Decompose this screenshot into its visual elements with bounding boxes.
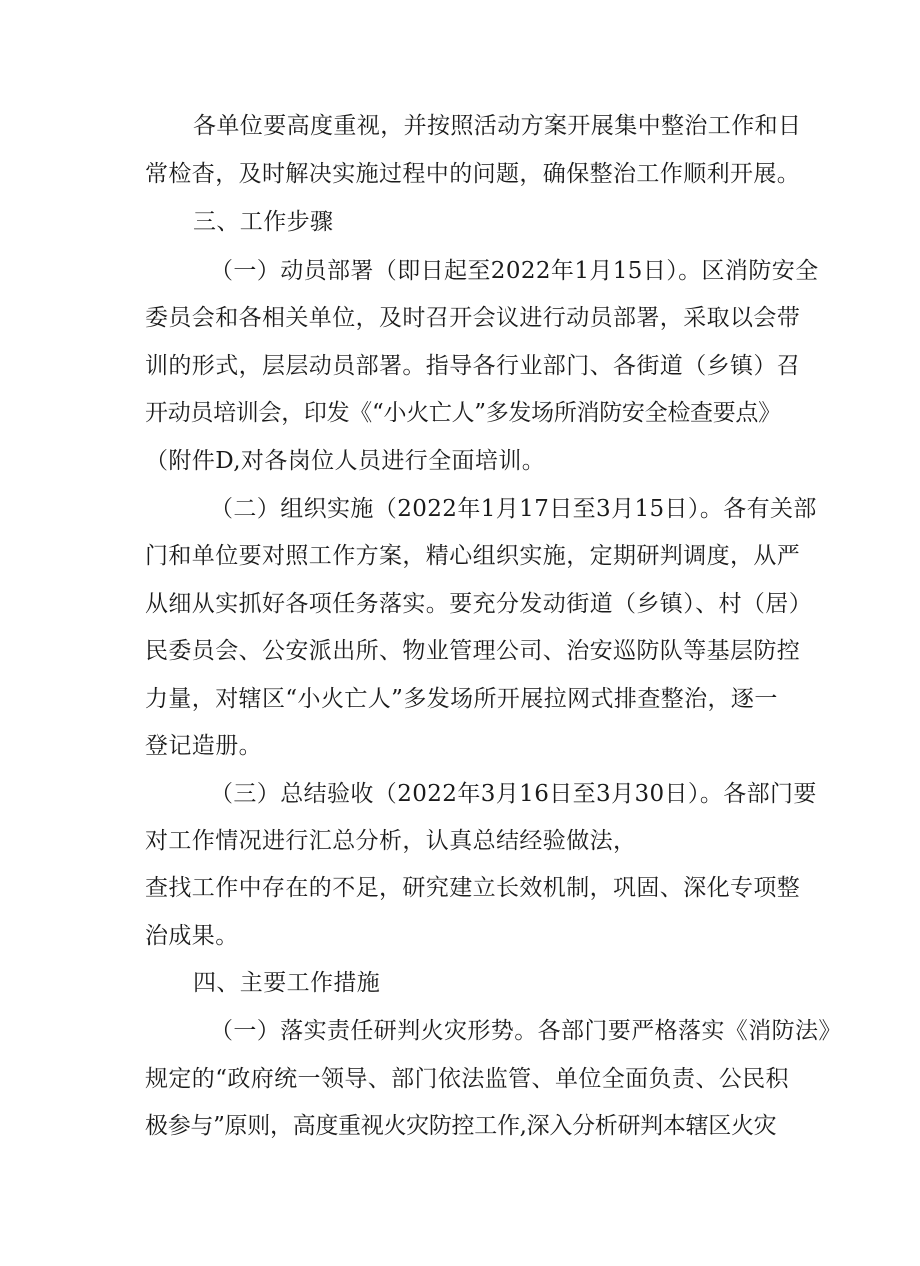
paragraph-line-15: （三）总结验收（2022年3月16日至3月30日）。各部门要	[210, 781, 817, 807]
paragraph-line-11: 从细从实抓好各项任务落实。要充分发动街道（乡镇）、村（居）	[145, 591, 813, 617]
section-heading-3: 三、工作步骤	[193, 209, 334, 235]
section-heading-19: 四、主要工作措施	[193, 970, 381, 996]
paragraph-line-1: 各单位要高度重视，并按照活动方案开展集中整治工作和日	[193, 113, 802, 139]
paragraph-line-2: 常检杳，及时解决实施过程中的问题，确保整治工作顺利开展。	[145, 161, 801, 187]
paragraph-line-20: （一）落实责任研判火灾形势。各部门要严格落实《消防法》	[210, 1018, 842, 1044]
paragraph-line-9: （二）组织实施（2022年1月17日至3月15日）。各有关部	[210, 496, 817, 522]
paragraph-line-7: 开动员培训会，印发《“小火亡人”多发场所消防安全检查要点》	[145, 400, 781, 426]
paragraph-line-8: （附件D,对各岗位人员进行全面培训。	[145, 448, 546, 474]
paragraph-line-17: 查找工作中存在的不足，研究建立长效机制，巩固、深化专项整	[145, 875, 801, 901]
paragraph-line-5: 委员会和各相关单位，及时召开会议进行动员部署，采取以会带	[145, 305, 801, 331]
paragraph-line-4: （一）动员部署（即日起至2022年1月15日）。区消防安全	[210, 258, 819, 284]
paragraph-line-6: 训的形式，层层动员部署。指导各行业部门、各街道（乡镇）召	[145, 353, 801, 379]
paragraph-line-10: 门和单位要对照工作方案，精心组织实施，定期研判调度，从严	[145, 543, 801, 569]
paragraph-line-13: 力量，对辖区“小火亡人”多发场所开展拉网式排查整治，逐一	[145, 686, 778, 712]
paragraph-line-21: 规定的“政府统一领导、部门依法监管、单位全面负责、公民积	[145, 1066, 789, 1092]
paragraph-line-14: 登记造册。	[145, 733, 262, 759]
paragraph-line-16: 对工作情况进行汇总分析，认真总结经验做法，	[145, 828, 637, 854]
paragraph-line-18: 治成果。	[145, 923, 239, 949]
paragraph-line-22: 极参与”原则，高度重视火灾防控工作,深入分析研判本辖区火灾	[145, 1113, 777, 1139]
paragraph-line-12: 民委员会、公安派出所、物业管理公司、治安巡防队等基层防控	[145, 638, 801, 664]
